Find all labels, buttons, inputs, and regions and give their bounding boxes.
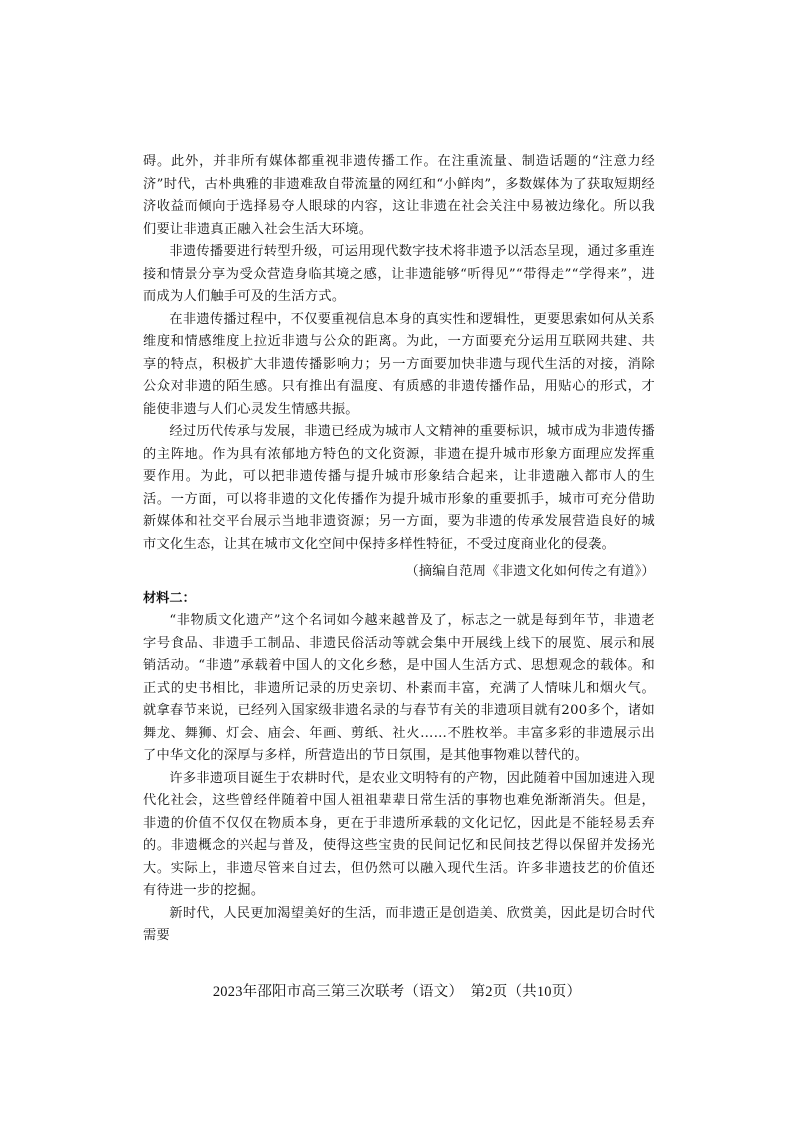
paragraph: 非遗传播要进行转型升级，可运用现代数字技术将非遗予以活态呈现，通过多重连接和情景分享为受众营造身临其境之感，让非遗能够“听得见”“带得走”“学得来”，进而成为人们触手可及的生活方式。 [143, 244, 655, 304]
paragraph: 经过历代传承与发展，非遗已经成为城市人文精神的重要标识，城市成为非遗传播的主阵地。作为具有浓郁地方特色的文化资源，非遗在提升城市形象方面理应发挥重要作用。为此，可以把非遗传播与提升城市形象结合起来，让非遗融入都市人的生活。一方面，可以将非遗的文化传播作为提升城市形象的重要抓手，城市可充分借助新媒体和社交平台展示当地非遗资源；另一方面，要为非遗的传承发展营造良好的城市文化生态，让其在城市文化空间中保持多样性特征，不受过度商业化的侵袭。 [143, 424, 655, 552]
page-content [143, 151, 655, 948]
page-footer: 2023年邵阳市高三第三次联考（语文） 第2页（共10页） [212, 984, 582, 1000]
paragraph: 许多非遗项目诞生于农耕时代，是农业文明特有的产物，因此随着中国加速进入现代化社会，这些曾经伴随着中国人祖祖辈辈日常生活的事物也难免渐渐消失。但是，非遗的价值不仅仅在物质本身，更在于非遗所承载的文化记忆，因此是不能轻易丢弃的。非遗概念的兴起与普及，使得这些宝贵的民间记忆和民间技艺得以保留并发扬光大。实际上，非遗尽管来自过去，但仍然可以融入现代生活。许多非遗技艺的价值还有待进一步的挖掘。 [143, 770, 655, 898]
paragraph: “非物质文化遗产”这个名词如今越来越普及了，标志之一就是每到年节，非遗老字号食品、非遗手工制品、非遗民俗活动等就会集中开展线上线下的展览、展示和展销活动。“非遗”承载着中国人的文化乡愁，是中国人生活方式、思想观念的载体。和正式的史书相比，非遗所记录的历史亲切、朴素而丰富，充满了人情味儿和烟火气。就拿春节来说，已经列入国家级非遗名录的与春节有关的非遗项目就有200多个，诸如舞龙、舞狮、灯会、庙会、年画、剪纸、社火……不胜枚举。丰富多彩的非遗展示出了中华文化的深厚与多样，所营造出的节日氛围，是其他事物难以替代的。 [143, 613, 655, 763]
paragraph-continuation: 碍。此外，并非所有媒体都重视非遗传播工作。在注重流量、制造话题的“注意力经济”时代，古朴典雅的非遗难敌自带流量的网红和“小鲜肉”，多数媒体为了获取短期经济收益而倾向于选择易夺人眼球的内容，这让非遗在社会关注中易被边缘化。所以我们要让非遗真正融入社会生活大环境。 [143, 154, 655, 237]
paragraph: 在非遗传播过程中，不仅要重视信息本身的真实性和逻辑性，更要思索如何从关系维度和情感维度上拉近非遗与公众的距离。为此，一方面要充分运用互联网共建、共享的特点，积极扩大非遗传播影响力；另一方面要加快非遗与现代生活的对接，消除公众对非遗的陌生感。只有推出有温度、有质感的非遗传播作品，用贴心的形式，才能使非遗与人们心灵发生情感共振。 [143, 311, 655, 417]
material-heading: 材料二： [143, 590, 196, 606]
source-citation: （摘编自范周《非遗文化如何传之有道》） [405, 564, 655, 579]
paragraph-truncated: 新时代，人民更加渴望美好的生活，而非遗正是创造美、欣赏美，因此是切合时代需要 [143, 905, 655, 943]
